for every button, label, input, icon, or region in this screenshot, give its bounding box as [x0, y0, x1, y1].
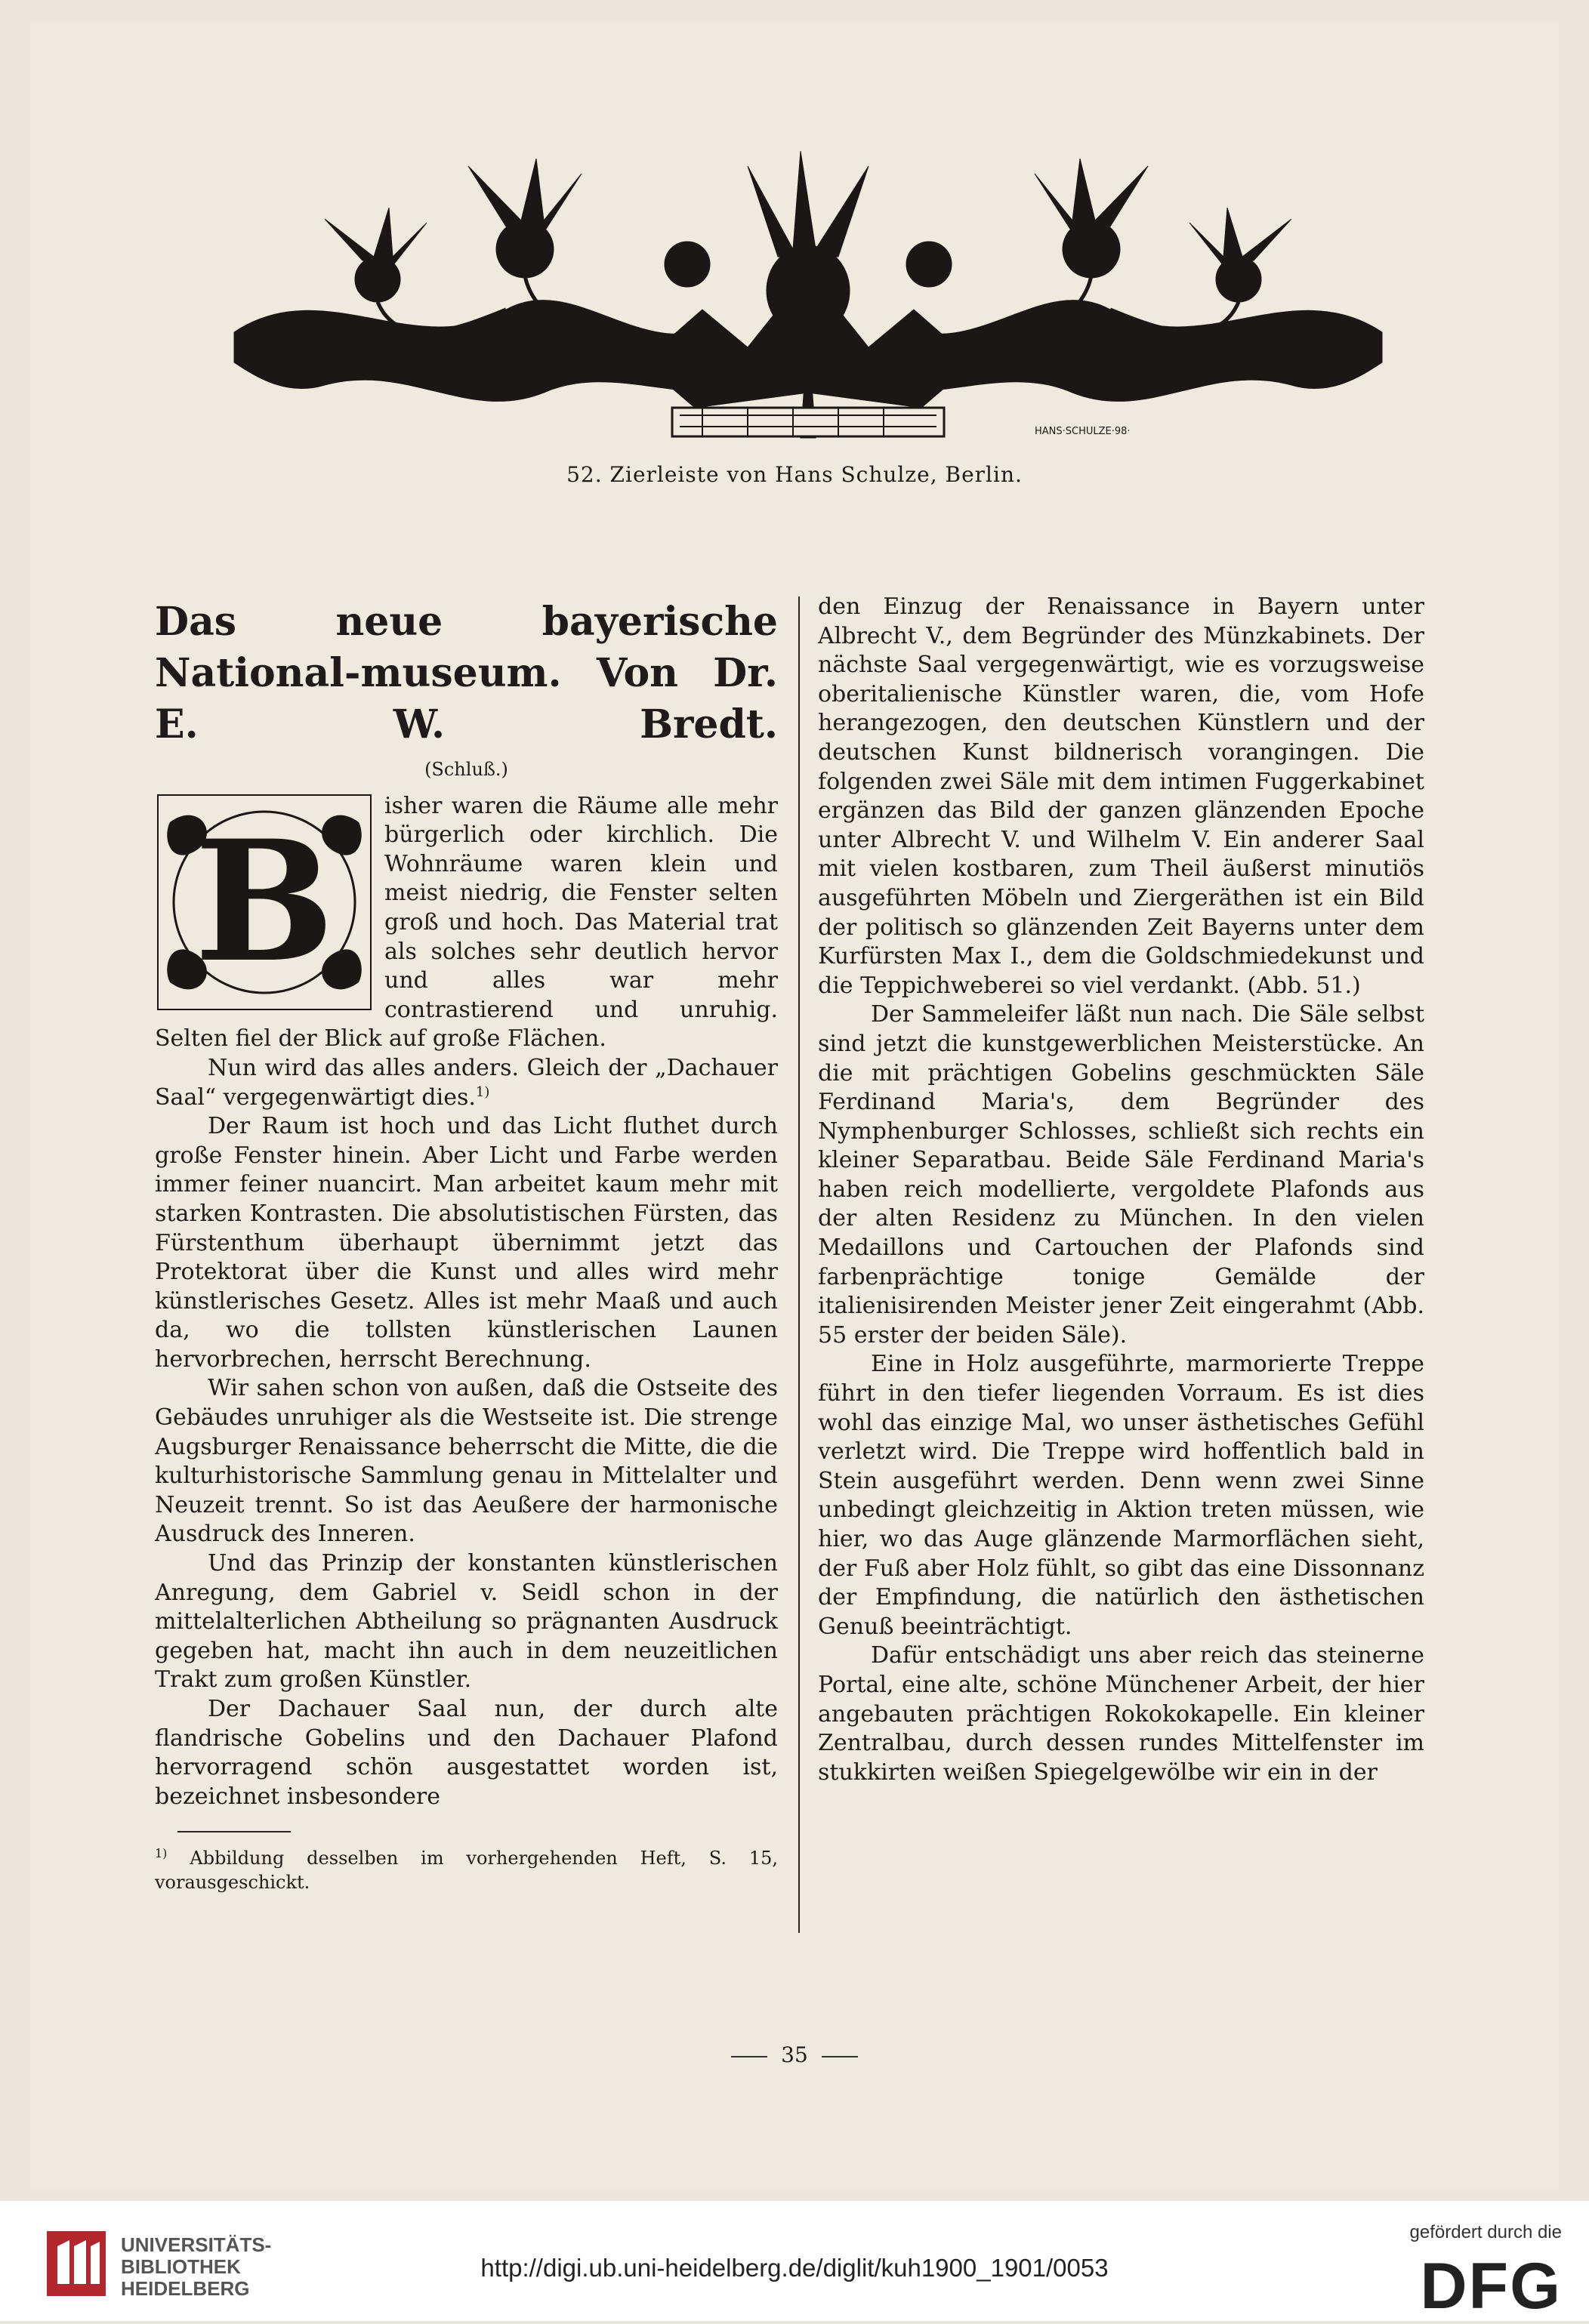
- left-paragraph-3: Der Raum ist hoch und das Licht fluthet durch große Fenster hinein. Aber Licht und Farbe werden immer feiner nuancirt. Man arbeitet kaum mehr mit starken Kontrasten. Die absolutistischen Fürsten, das Fürstenthum überhaupt übernimmt jetzt das Protektorat über die Kunst und alles wird mehr künstlerisches Gesetz. Alles ist mehr Maaß und auch da, wo die tollsten künstlerischen Launen hervorbrechen, herrscht Berechnung.: [155, 1113, 778, 1373]
- thistle-ornament-figure: [219, 136, 1397, 468]
- source-url-link[interactable]: http://digi.ub.uni-heidelberg.de/diglit/kuh1900_1901/0053: [480, 2254, 1109, 2282]
- left-paragraph-2: Nun wird das alles anders. Gleich der „Dachauer Saal“ vergegenwärtigt dies.$^{1)}$: [155, 1054, 778, 1111]
- left-paragraph-4: Wir sahen schon von außen, daß die Ostseite des Gebäudes unruhiger als die Westseite ist. Die strenge Augsburger Renaissance beherrscht die Mitte, die die kulturhistorische Sammlung genau in Mittelalter und Neuzeit trennt. So ist das Aeußere der harmonische Ausdruck des Inneren.: [155, 1375, 778, 1548]
- left-paragraph-6: Der Dachauer Saal nun, der durch alte flandrische Gobelins und den Dachauer Plafond hervorragend schön ausgestattet worden ist, bezeichnet insbesondere: [155, 1696, 778, 1810]
- figure-caption: 52. Zierleiste von Hans Schulze, Berlin.: [566, 462, 1023, 487]
- article-title: Das neue bayerische National-museum. Von Dr. E. W. Bredt.: [155, 599, 778, 747]
- article-subtitle: (Schluß.): [424, 759, 508, 780]
- dropcap-letter: B: [194, 803, 335, 999]
- university-library-name: UNIVERSITÄTS- BIBLIOTHEK HEIDELBERG: [121, 2233, 272, 2300]
- page-number: 35: [0, 2042, 1589, 2067]
- left-paragraph-5: Und das Prinzip der konstanten künstlerischen Anregung, dem Gabriel v. Seidl schon in der mittelalterlichen Abtheilung so prägnanten Ausdruck gegeben hat, macht ihn auch in dem neuzeitlichen Trakt zum großen Künstler.: [155, 1550, 778, 1694]
- footnote-mark: 1): [155, 1846, 168, 1861]
- funding-note: gefördert durch die: [1409, 2222, 1562, 2242]
- left-column: [155, 593, 778, 1894]
- dfg-logo: DFG: [1420, 2250, 1562, 2322]
- footnote-text: Abbildung desselben im vorhergehenden Heft, S. 15, vorausgeschickt.: [155, 1848, 778, 1894]
- ornament-signature: HANS·SCHULZE·98·: [1035, 426, 1131, 437]
- decorative-initial: [155, 792, 374, 1013]
- page-number-dash-right: [822, 2056, 858, 2057]
- footnote-reference: 1): [475, 1083, 490, 1100]
- footnote: [155, 1842, 778, 1894]
- page-number-dash-left: [731, 2056, 767, 2057]
- column-divider: [798, 596, 800, 1933]
- right-paragraph-3: Eine in Holz ausgeführte, marmorierte Treppe führt in den tiefer liegenden Vorraum. Es ist dies wohl das einzige Mal, wo unser ästhetisches Gefühl verletzt wird. Die Treppe wird hoffentlich bald in Stein ausgeführt werden. Denn wenn zwei Sinne unbedingt gleichzeitig in Aktion treten müssen, wie hier, wo das Auge glänzende Marmorflächen sieht, der Fuß aber Holz fühlt, so gibt das eine Dissonnanz der Empfindung, die natürlich den ästhetischen Genuß beeinträchtigt.: [818, 1351, 1424, 1640]
- library-footer: [0, 2201, 1589, 2321]
- right-paragraph-2: Der Sammeleifer läßt nun nach. Die Säle selbst sind jetzt die kunstgewerblichen Meisterstücke. An die mit prächtigen Gobelins geschmückten Säle Ferdinand Maria's, dem Begründer des Nymphenburger Schlosses, schließt sich rechts ein kleiner Separatbau. Beide Säle Ferdinand Maria's haben reich modellierte, vergoldete Plafonds aus der alten Residenz zu München. In den vielen Medaillons und Cartouchen der Plafonds sind farbenprächtige tonige Gemälde der italienisirenden Meister jener Zeit eingerahmt (Abb. 55 erster der beiden Säle).: [818, 1001, 1424, 1348]
- right-paragraph-4: Dafür entschädigt uns aber reich das steinerne Portal, eine alte, schöne Münchener Arbeit, der hier angebauten prächtigen Rokokokapelle. Ein kleiner Zentralbau, durch dessen rundes Mittelfenster im stukkirten weißen Spiegelgewölbe wir ein in der: [818, 1642, 1424, 1786]
- right-column: [818, 593, 1424, 1787]
- footnote-divider: [177, 1831, 291, 1832]
- left-paragraph-1: isher waren die Räume alle mehr bürgerlich oder kirchlich. Die Wohnräume waren klein und meist niedrig, die Fenster selten groß und hoch. Das Material trat als solches sehr deutlich hervor und alles war mehr contrastierend und unruhig. Selten fiel der Blick auf große Flächen.: [155, 792, 778, 1053]
- right-paragraph-1: den Einzug der Renaissance in Bayern unter Albrecht V., dem Begründer des Münzkabinets. Der nächste Saal vergegenwärtigt, wie es vorzugsweise oberitalienische Künstler waren, die, vom Hofe herangezogen, den deutschen Künstlern und der deutschen Kunst bildnerisch vorangingen. Die folgenden zwei Säle mit dem intimen Fuggerkabinet ergänzen das Bild der ganzen glänzenden Epoche unter Albrecht V. und Wilhelm V. Ein anderer Saal mit vielen kostbaren, zum Theil äußerst minutiös ausgeführten Möbeln und Ziergeräthen ist ein Bild der politisch so glänzenden Zeit Bayerns unter dem Kurfürsten Max I., dem die Goldschmiedekunst und die Teppichweberei so viel verdankt. (Abb. 51.): [818, 593, 1424, 999]
